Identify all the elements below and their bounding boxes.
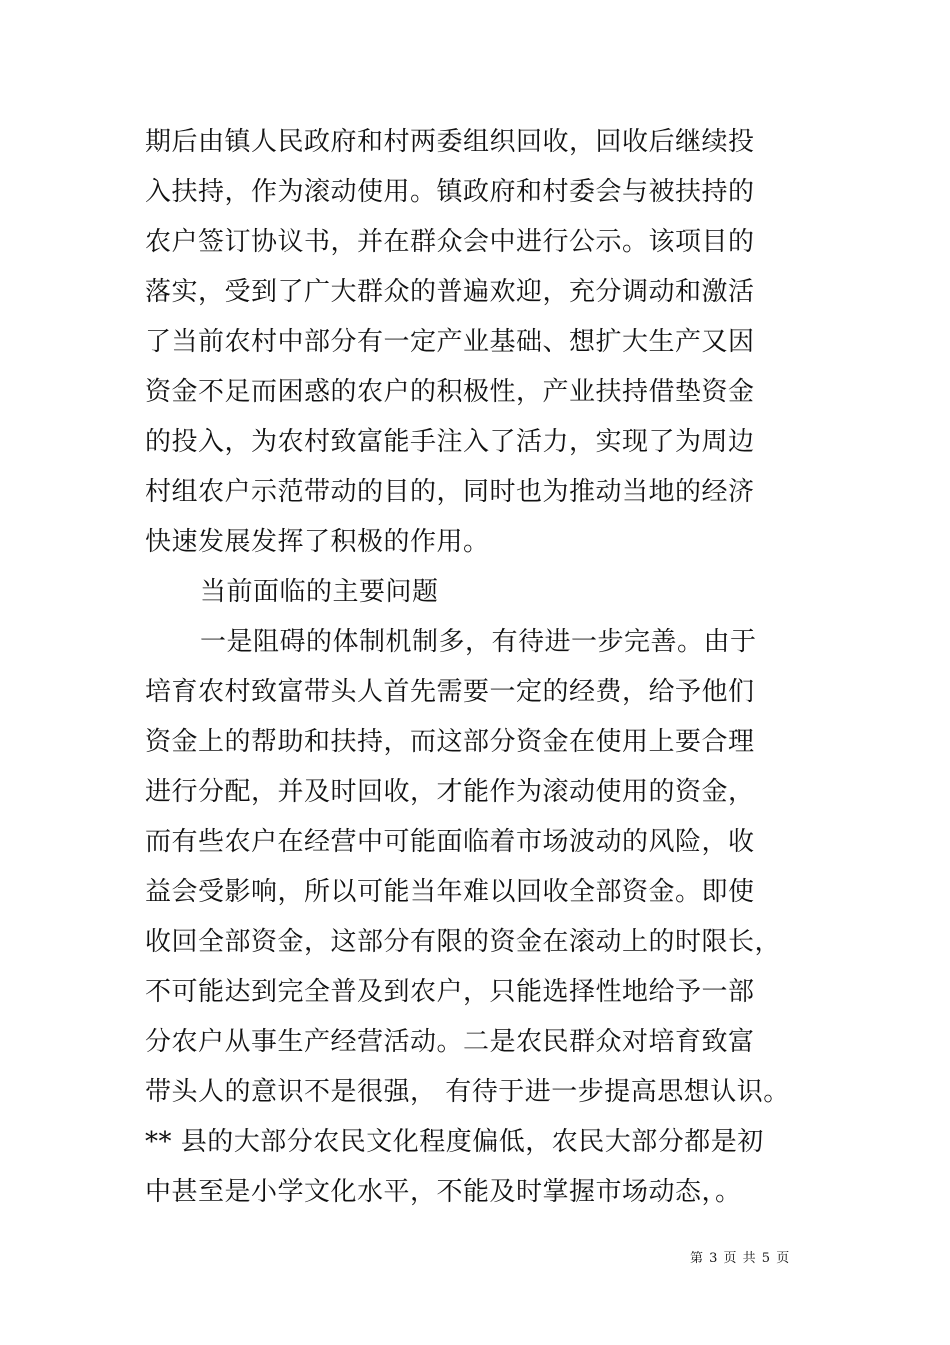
text-line: 落实，受到了广大群众的普遍欢迎，充分调动和激活 [145,277,755,307]
text-line: 而有些农户在经营中可能面临着市场波动的风险，收 [145,827,755,857]
text-line: 村组农户示范带动的目的，同时也为推动当地的经济 [145,477,755,507]
section-heading: 当前面临的主要问题 [200,577,439,607]
text-line: 带头人的意识不是很强， 有待于进一步提高思想认识。 [145,1077,790,1107]
text-line: 资金上的帮助和扶持，而这部分资金在使用上要合理 [145,727,755,757]
text-line: 快速发展发挥了积极的作用。 [145,527,490,557]
text-line: 中甚至是小学文化水平，不能及时掌握市场动态，。 [145,1177,742,1207]
text-line: 期后由镇人民政府和村两委组织回收，回收后继续投 [145,127,755,157]
page-number-footer: 第 3 页 共 5 页 [690,1251,791,1266]
text-line: 进行分配，并及时回收，才能作为滚动使用的资金， [145,777,755,807]
text-line: 益会受影响，所以可能当年难以回收全部资金。即使 [145,877,755,907]
text-line: 了当前农村中部分有一定产业基础、想扩大生产又因 [145,327,755,357]
text-line: 的投入，为农村致富能手注入了活力，实现了为周边 [145,427,755,457]
text-line: 入扶持，作为滚动使用。镇政府和村委会与被扶持的 [145,177,755,207]
text-line: 分农户从事生产经营活动。二是农民群众对培育致富 [145,1027,755,1057]
text-line: 农户签订协议书，并在群众会中进行公示。该项目的 [145,227,755,257]
text-line: 培育农村致富带头人首先需要一定的经费，给予他们 [145,677,755,707]
text-line: 资金不足而困惑的农户的积极性，产业扶持借垫资金 [145,377,755,407]
text-line: ** 县的大部分农民文化程度偏低，农民大部分都是初 [145,1127,764,1157]
text-line: 不可能达到完全普及到农户，只能选择性地给予一部 [145,977,755,1007]
paragraph-start-line: 一是阻碍的体制机制多，有待进一步完善。由于 [200,627,757,657]
text-line: 收回全部资金，这部分有限的资金在滚动上的时限长， [145,927,782,957]
